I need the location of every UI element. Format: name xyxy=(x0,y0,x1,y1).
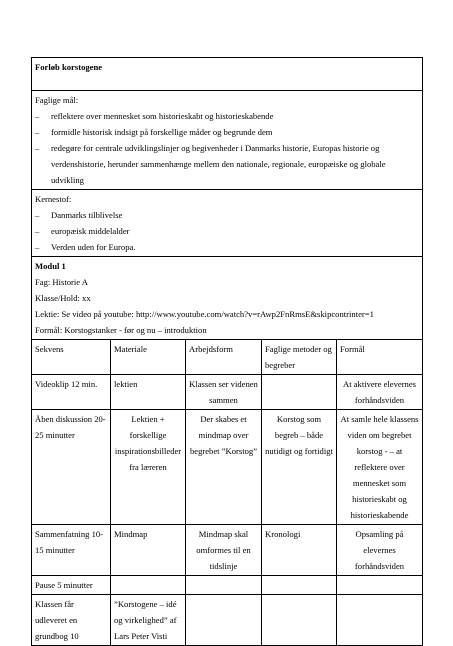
table-cell xyxy=(337,595,423,646)
table-header: Sekvens xyxy=(32,340,111,375)
table-cell xyxy=(262,576,337,595)
table-cell: Klassen ser videnen sammen xyxy=(186,375,262,410)
modul-lektie: Lektie: Se video på youtube: http://www.youtube.com/watch?v=rAwp2FnRmsE&skipcontrinter=1 xyxy=(35,309,374,319)
list-item: – redegøre for centrale udviklingslinjer og begivenheder i Danmarks historie, Europas historie og verdenshistorie, herunder sammenhænge mellem den nationale, regionale, europæiske og globale udvikling xyxy=(35,143,386,185)
faglige-maal-cell xyxy=(32,91,423,190)
table-cell: lektien xyxy=(111,375,186,410)
table-cell xyxy=(262,595,337,646)
table-row xyxy=(32,576,423,595)
table-cell: Mindmap xyxy=(111,525,186,576)
list-item: – Danmarks tilblivelse xyxy=(35,210,123,220)
table-header: Formål xyxy=(337,340,423,375)
table-cell: Videoklip 12 min. xyxy=(32,375,111,410)
table-cell: Pause 5 minutter xyxy=(32,576,111,595)
list-item: – Verden uden for Europa. xyxy=(35,242,136,252)
table-cell xyxy=(111,576,186,595)
table-cell: Lektien + forskellige inspirationsbilleder fra læreren xyxy=(111,410,186,525)
table-row xyxy=(32,525,423,576)
table-header: Arbejdsform xyxy=(186,340,262,375)
faglige-maal-label: Faglige mål: xyxy=(35,95,79,105)
table-cell xyxy=(186,595,262,646)
table-row xyxy=(32,375,423,410)
table-cell xyxy=(262,375,337,410)
table-cell: Sammenfatning 10-15 minutter xyxy=(32,525,111,576)
page-title: Forløb korstogene xyxy=(35,62,103,72)
lesson-plan-table xyxy=(31,57,423,646)
table-cell xyxy=(337,576,423,595)
table-cell: Klassen får udleveret en grundbog 10 xyxy=(32,595,111,646)
table-cell: Opsamling på elevernes forhåndsviden xyxy=(337,525,423,576)
table-cell: ”Korstogene – idé og virkelighed” af Lars Peter Visti xyxy=(111,595,186,646)
table-cell: Kronologi xyxy=(262,525,337,576)
modul-formaal: Formål: Korstogstanker - før og nu – introduktion xyxy=(35,325,207,335)
table-cell: At aktivere elevernes forhåndsviden xyxy=(337,375,423,410)
table-header: Faglige metoder og begreber xyxy=(262,340,337,375)
title-cell xyxy=(32,58,423,91)
table-cell: Mindmap skal omformes til en tidslinje xyxy=(186,525,262,576)
modul-klasse: Klasse/Hold: xx xyxy=(35,293,91,303)
modul-cell xyxy=(32,257,423,340)
table-header-row xyxy=(32,340,423,375)
table-header: Materiale xyxy=(111,340,186,375)
table-cell xyxy=(186,576,262,595)
table-row xyxy=(32,410,423,525)
modul-title: Modul 1 xyxy=(35,261,66,271)
kernestof-cell xyxy=(32,190,423,257)
table-row xyxy=(32,595,423,646)
modul-fag: Fag: Historie A xyxy=(35,277,88,287)
table-cell: Åben diskussion 20-25 minutter xyxy=(32,410,111,525)
table-cell: Der skabes et mindmap over begrebet ”Korstog” xyxy=(186,410,262,525)
list-item: – reflektere over mennesket som historieskabt og historieskabende xyxy=(35,111,274,121)
table-cell: Korstog som begreb – både nutidigt og fortidigt xyxy=(262,410,337,525)
kernestof-label: Kernestof: xyxy=(35,194,72,204)
table-cell: At samle hele klassens viden om begrebet korstog - – at reflektere over mennesket som historieskabt og historieskabende xyxy=(337,410,423,525)
list-item: – europæisk middelalder xyxy=(35,226,130,236)
list-item: – formidle historisk indsigt på forskellige måder og begrunde dem xyxy=(35,127,273,137)
lesson-plan-document xyxy=(31,57,422,646)
